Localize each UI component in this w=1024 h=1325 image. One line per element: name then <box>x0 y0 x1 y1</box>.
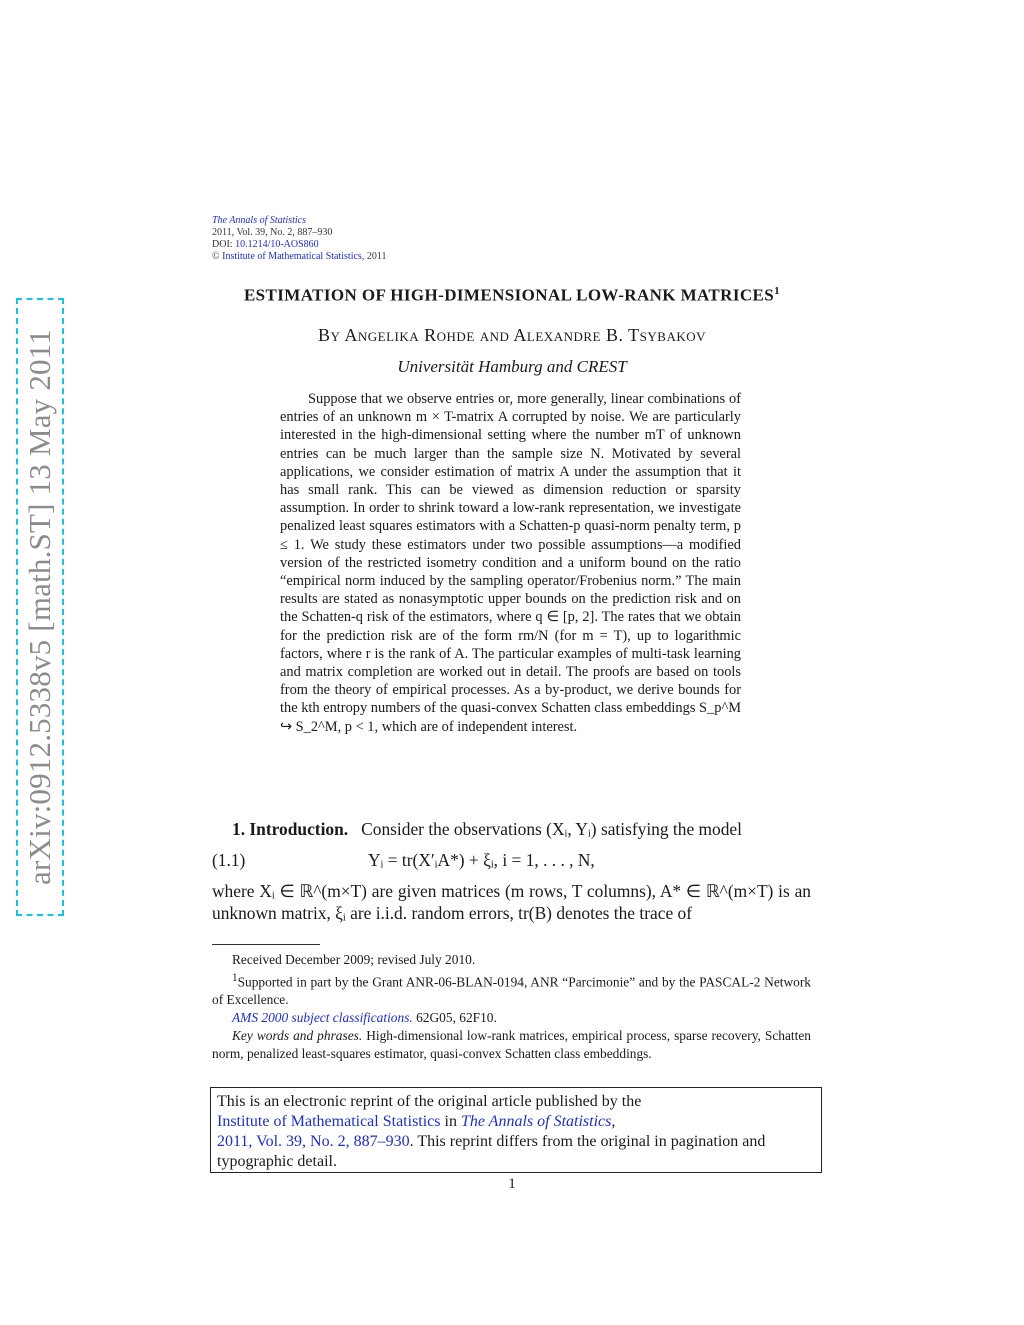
equation-number: (1.1) <box>212 850 246 870</box>
paper-title <box>0 285 1024 306</box>
title-footnote-mark: 1 <box>774 285 781 297</box>
reprint-rest: . This reprint differs from the original in pagination and typographic detail. <box>217 1133 766 1170</box>
received-note: Received December 2009; revised July 2010. <box>232 952 476 967</box>
page-number: 1 <box>508 1176 516 1192</box>
support-note <box>212 969 811 1009</box>
support-mark: 1 <box>232 972 238 984</box>
reprint-comma: , <box>611 1113 616 1130</box>
ams-note <box>212 1009 811 1027</box>
reprint-in: in <box>440 1113 461 1130</box>
copyright-year: , 2011 <box>361 251 387 262</box>
reprint-journal-link[interactable]: The Annals of Statistics <box>460 1113 612 1130</box>
arxiv-stamp: arXiv:0912.5338v5 [math.ST] 13 May 2011 <box>22 329 57 885</box>
journal-volume: 2011, Vol. 39, No. 2, 887–930 <box>212 227 333 238</box>
intro-continuation: where Xᵢ ∈ ℝ^(m×T) are given matrices (m rows, T columns), A* ∈ ℝ^(m×T) is an unknown matrix, ξᵢ are i.i.d. random errors, tr(B) denotes the trace of <box>212 881 811 923</box>
ams-link[interactable]: AMS 2000 subject classifications. <box>232 1010 413 1026</box>
abstract: Suppose that we observe entries or, more generally, linear combinations of entries of an unknown m × T-matrix A corrupted by noise. We are particularly interested in the high-dimensional setting where the number mT of unknown entries can be much larger than the sample size N. Motivated by several applications, we consider estimation of matrix A under the assumption that it has small rank. This can be viewed as dimension reduction or sparsity assumption. In order to shrink toward a low-rank representation, we investigate penalized least squares estimators with a Schatten-p quasi-norm penalty term, p ≤ 1. We study these estimators under two possible assumptions—a modified version of the restricted isometry condition and a uniform bound on the ratio “empirical norm induced by the sampling operator/Frobenius norm.” The main results are stated as nonasymptotic upper bounds on the prediction risk and on the Schatten-q risk of the estimators, where q ∈ [p, 2]. The rates that we obtain for the prediction risk are of the form rm/N (for m = T), up to logarithmic factors, where r is the rank of A. The particular examples of multi-task learning and matrix completion are worked out in detail. The proofs are based on tools from the theory of empirical processes. As a by-product, we derive bounds for the kth entropy numbers of the quasi-convex Schatten class embeddings S_p^M ↪ S_2^M, p < 1, which are of independent interest. <box>280 391 741 735</box>
introduction-section <box>212 818 811 924</box>
equation-1-1 <box>212 840 811 880</box>
equation-body: Yᵢ = tr(X′ᵢA*) + ξᵢ, i = 1, . . . , N, <box>368 850 595 870</box>
keywords-label: Key words and phrases. <box>232 1028 363 1044</box>
doi-label: DOI: <box>212 239 233 250</box>
doi-link[interactable]: 10.1214/10-AOS860 <box>235 239 319 250</box>
reprint-notice <box>210 1087 822 1173</box>
intro-paragraph <box>212 818 811 840</box>
reprint-publisher-link[interactable]: Institute of Mathematical Statistics <box>217 1113 441 1130</box>
footnote-rule <box>212 944 320 945</box>
keywords-note <box>212 1027 811 1063</box>
footnotes <box>212 951 811 1063</box>
journal-name[interactable]: The Annals of Statistics <box>212 215 306 226</box>
section-heading: 1. Introduction. <box>232 819 349 839</box>
journal-header <box>212 215 386 263</box>
reprint-line1: This is an electronic reprint of the original article published by the <box>217 1093 642 1110</box>
publisher-link[interactable]: Institute of Mathematical Statistics <box>222 251 362 262</box>
intro-text: Consider the observations (Xᵢ, Yᵢ) satisfying the model <box>361 819 742 839</box>
reprint-citation-link[interactable]: 2011, Vol. 39, No. 2, 887–930 <box>217 1133 410 1150</box>
affiliation: Universität Hamburg and CREST <box>397 357 627 376</box>
support-text: Supported in part by the Grant ANR-06-BLAN-0194, ANR “Parcimonie” and by the PASCAL-2 Network of Excellence. <box>212 974 811 1008</box>
title-text: ESTIMATION OF HIGH-DIMENSIONAL LOW-RANK MATRICES <box>243 285 775 305</box>
ams-codes: 62G05, 62F10. <box>412 1010 497 1026</box>
authors: By Angelika Rohde and Alexandre B. Tsybakov <box>317 325 706 345</box>
keywords-text: High-dimensional low-rank matrices, empirical process, sparse recovery, Schatten norm, penalized least-squares estimator, quasi-convex Schatten class embeddings. <box>212 1028 811 1062</box>
copyright-symbol: © <box>212 251 220 262</box>
